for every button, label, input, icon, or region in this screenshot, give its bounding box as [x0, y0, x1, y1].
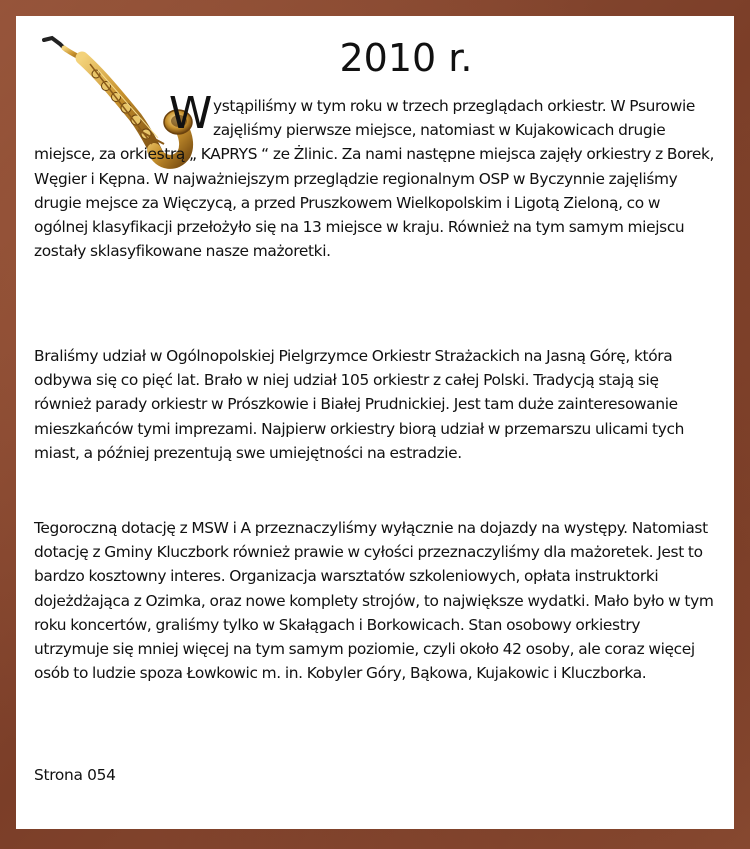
paragraph-3: Tegoroczną dotację z MSW i A przeznaczyliśmy wyłącznie na dojazdy na występy. Natomiast dotację z Gminy Kluczbork również prawie w cyłości przeznaczyliśmy dla mażoretek. Jest to bardzo kosztowny interes. Organizacja warsztatów szkoleniowych, opłata instruktorki dojeżdżająca z Ozimka, oraz nowe komplety strojów, to największe wydatki. Mało było w tym roku koncertów, graliśmy tylko w Skałągach i Borkowicach. Stan osobowy orkiestry utrzymuje się mniej więcej na tym samym poziomie, czyli około 42 osoby, ale coraz więcej osób to ludzie spoza Łowkowic m. in. Kobyler Góry, Bąkowa, Kujakowic i Kluczborka. — [34, 519, 714, 683]
document-page — [16, 16, 734, 829]
drop-cap: W — [168, 88, 212, 139]
paragraph-1-text: ystąpiliśmy w tym roku w trzech przeglądach orkiestr. W Psurowie zajęliśmy pierwsze miejsce, natomiast w Kujakowicach drugie miejsce, za orkiestrą „ KAPRYS “ ze Żlinic. Za nami następne miejsca zajęły orkiestry z Borek, Węgier i Kępna. W najważniejszym przeglądzie regionalnym OSP w Byczynnie zajęliśmy drugie mejsce za Więczycą, a przed Pruszkowem Wielkopolskim i Ligotą Zieloną, co w ogólnej klasyfikacji przełożyło się na 13 miejsce w kraju. Również na tym samym miejscu zostały sklasyfikowane nasze mażoretki. — [34, 97, 715, 261]
page-number: Strona 054 — [34, 766, 116, 784]
paragraph-2: Braliśmy udział w Ogólnopolskiej Pielgrzymce Orkiestr Strażackich na Jasną Górę, która odbywa się co pięć lat. Brało w niej udział 105 orkiestr z całej Polski. Tradycją stają się również parady orkiestr w Prószkowie i Białej Prudnickiej. Jest tam duże zainteresowanie mieszkańców tymi imprezami. Najpierw orkiestry biorą udział w przemarszu ulicami tych miast, a później prezentują swe umiejętności na estradzie. — [34, 347, 684, 462]
paragraph-1 — [34, 88, 717, 263]
page-title: 2010 r. — [339, 36, 473, 80]
